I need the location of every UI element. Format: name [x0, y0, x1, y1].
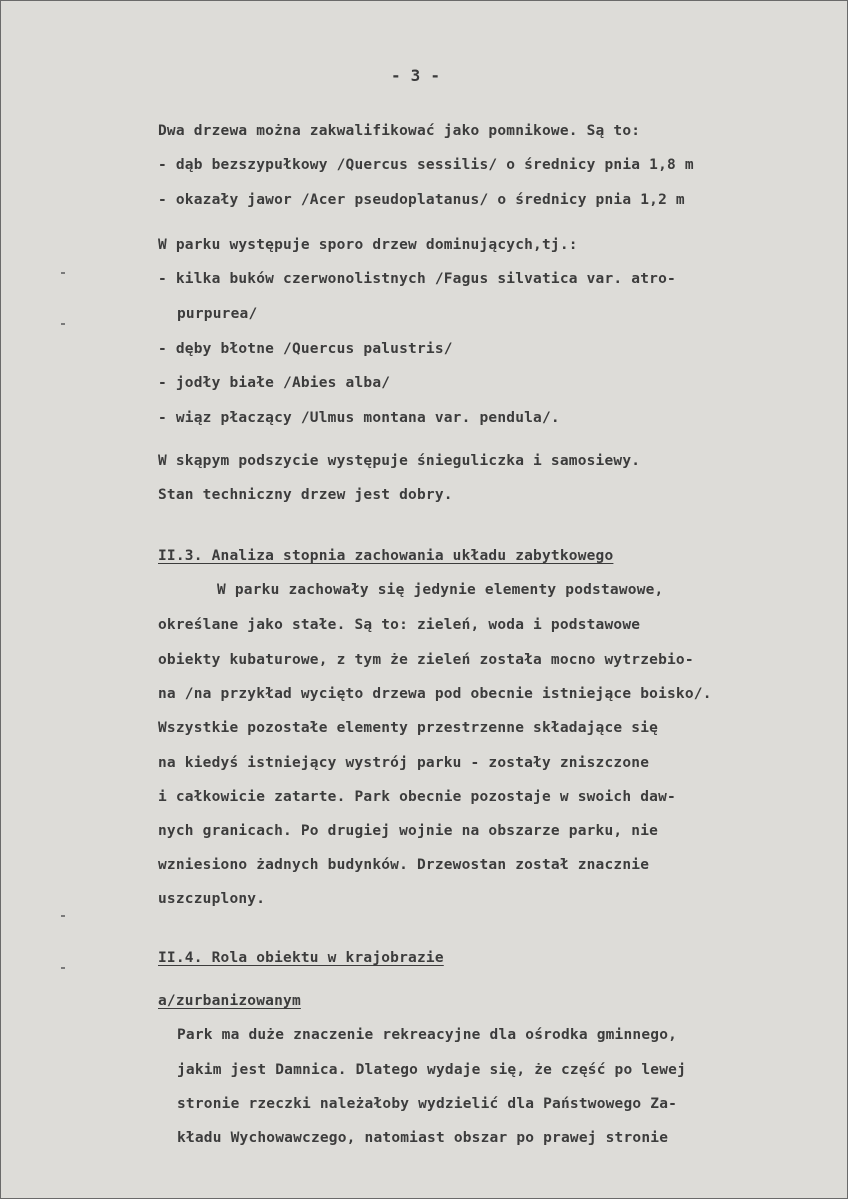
- text-line: na kiedyś istniejący wystrój parku - zostały zniszczone: [158, 755, 650, 771]
- text-line: jakim jest Damnica. Dlatego wydaje się, że część po lewej: [177, 1062, 686, 1078]
- text-line: określane jako stałe. Są to: zieleń, woda i podstawowe: [158, 617, 641, 633]
- text-line: obiekty kubaturowe, z tym że zieleń została mocno wytrzebio-: [158, 652, 694, 668]
- margin-mark: [61, 272, 65, 274]
- section-heading-ii-3: II.3. Analiza stopnia zachowania układu zabytkowego: [158, 548, 614, 564]
- text-line: Park ma duże znaczenie rekreacyjne dla ośrodka gminnego,: [177, 1027, 678, 1043]
- margin-mark: [61, 323, 65, 325]
- text-line: Wszystkie pozostałe elementy przestrzenne składające się: [158, 720, 659, 736]
- text-line: Dwa drzewa można zakwalifikować jako pomnikowe. Są to:: [158, 123, 641, 139]
- text-line: - dęby błotne /Quercus palustris/: [158, 341, 453, 357]
- text-line: wzniesiono żadnych budynków. Drzewostan został znacznie: [158, 857, 650, 873]
- text-line: W parku występuje sporo drzew dominujących,tj.:: [158, 237, 578, 253]
- text-line: - jodły białe /Abies alba/: [158, 375, 391, 391]
- text-line: - kilka buków czerwonolistnych /Fagus silvatica var. atro-: [158, 271, 676, 287]
- page-number: - 3 -: [391, 66, 441, 85]
- margin-mark: [61, 915, 65, 917]
- text-line: Stan techniczny drzew jest dobry.: [158, 487, 453, 503]
- text-line: uszczuplony.: [158, 891, 266, 907]
- text-line: W parku zachowały się jedynie elementy podstawowe,: [217, 582, 664, 598]
- text-line: purpurea/: [177, 306, 258, 322]
- text-line: - wiąz płaczący /Ulmus montana var. pendula/.: [158, 410, 560, 426]
- text-line: stronie rzeczki należałoby wydzielić dla Państwowego Za-: [177, 1096, 678, 1112]
- text-line: W skąpym podszycie występuje śnieguliczka i samosiewy.: [158, 453, 641, 469]
- section-heading-ii-4: II.4. Rola obiektu w krajobrazie: [158, 950, 444, 966]
- margin-mark: [61, 967, 65, 969]
- text-line: na /na przykład wycięto drzewa pod obecnie istniejące boisko/.: [158, 686, 712, 702]
- text-line: nych granicach. Po drugiej wojnie na obszarze parku, nie: [158, 823, 659, 839]
- text-line: - dąb bezszypułkowy /Quercus sessilis/ o średnicy pnia 1,8 m: [158, 157, 694, 173]
- text-line: kładu Wychowawczego, natomiast obszar po prawej stronie: [177, 1130, 669, 1146]
- text-line: i całkowicie zatarte. Park obecnie pozostaje w swoich daw-: [158, 789, 676, 805]
- subsection-heading: a/zurbanizowanym: [158, 993, 301, 1009]
- text-line: - okazały jawor /Acer pseudoplatanus/ o średnicy pnia 1,2 m: [158, 192, 685, 208]
